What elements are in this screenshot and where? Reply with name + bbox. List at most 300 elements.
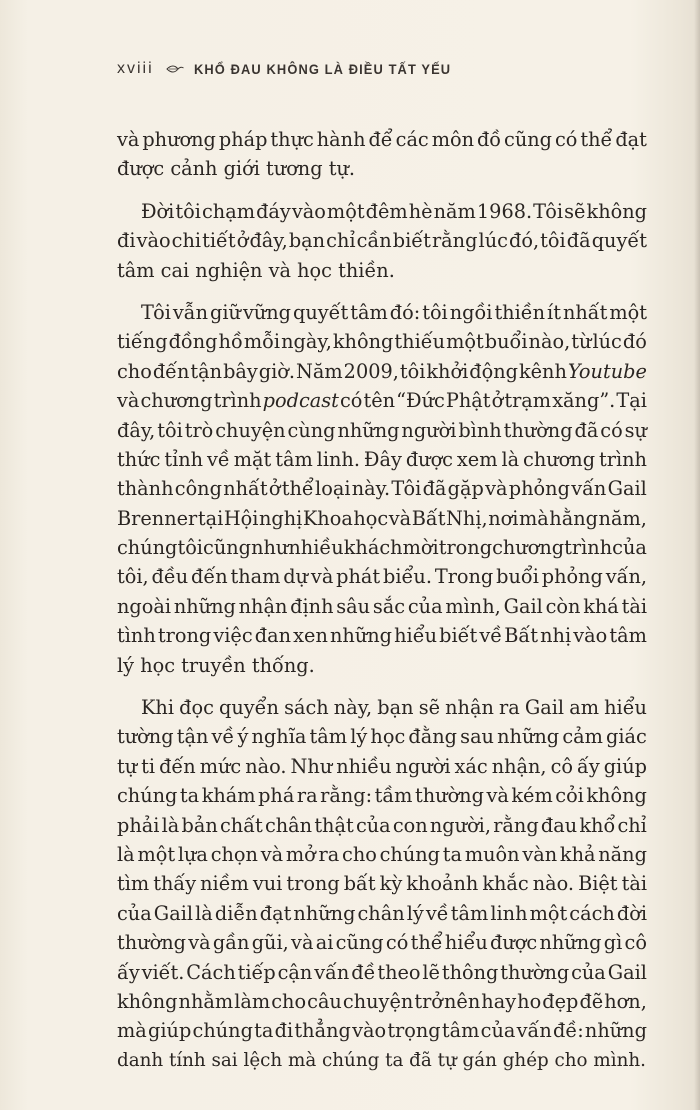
- word: danh: [117, 1049, 164, 1071]
- word: thấy: [153, 872, 197, 896]
- word: vấn: [516, 1019, 552, 1043]
- word: tương: [266, 157, 323, 181]
- word: ta: [179, 784, 200, 808]
- word: chương: [140, 389, 213, 413]
- word: những: [584, 1019, 647, 1043]
- word: tôi,: [117, 565, 149, 589]
- word: mời: [402, 536, 439, 560]
- word: đã: [574, 418, 599, 442]
- word: sai: [211, 1049, 238, 1071]
- word: một: [609, 300, 647, 324]
- word: nhị: [540, 624, 572, 648]
- word: rằng: [431, 229, 478, 253]
- word: xăng”.: [552, 389, 616, 413]
- word: biết: [392, 229, 431, 253]
- word: tên: [363, 389, 396, 413]
- word: cho: [271, 989, 307, 1013]
- word: được: [490, 931, 538, 955]
- word: trò: [184, 418, 214, 442]
- word: đằng: [408, 725, 458, 749]
- word: 2009,: [343, 359, 399, 383]
- word: lúc: [592, 330, 622, 354]
- word: quyết: [293, 300, 349, 324]
- word: học: [297, 258, 332, 282]
- word: Trong: [434, 565, 494, 589]
- word: giờ.: [258, 359, 296, 383]
- word: ấy: [577, 754, 600, 778]
- word: đã: [566, 229, 591, 253]
- word: mặt: [233, 447, 272, 471]
- word: đó:: [389, 300, 421, 324]
- word: Năm: [296, 359, 343, 383]
- word: lý: [350, 725, 368, 749]
- running-head: [117, 60, 473, 78]
- word: đồ: [476, 128, 502, 151]
- word: trong: [438, 536, 493, 560]
- word: cai: [160, 258, 190, 282]
- word: đêm: [365, 199, 408, 223]
- word: ngoài: [117, 594, 172, 618]
- text-line: [117, 327, 647, 356]
- word: tại: [197, 506, 224, 530]
- word: hiểu: [604, 696, 647, 720]
- word: vững: [242, 300, 292, 324]
- word: tìm: [117, 872, 150, 896]
- word: 1968.: [476, 199, 533, 223]
- paragraph: [117, 125, 647, 184]
- paragraph-gap: [117, 680, 647, 693]
- word: tự: [117, 754, 138, 778]
- word: xen: [293, 624, 328, 648]
- word: ta: [442, 842, 463, 866]
- word: tâm: [350, 300, 388, 324]
- word: Biệt: [578, 872, 618, 896]
- word: Gail: [503, 594, 543, 618]
- word: chọn: [210, 842, 258, 866]
- word: trong: [157, 624, 212, 648]
- word: không: [586, 784, 647, 808]
- word: của: [407, 594, 443, 618]
- word: còn: [545, 594, 581, 618]
- word: xem: [456, 447, 498, 471]
- word: tỉnh: [164, 447, 204, 471]
- word: là: [501, 447, 520, 471]
- word: tài: [621, 594, 647, 618]
- word: tự: [437, 1049, 457, 1071]
- word: học: [370, 725, 406, 749]
- word: ít: [547, 300, 561, 324]
- word: thường: [414, 784, 484, 808]
- word: Bất: [504, 624, 538, 648]
- word: thức: [117, 447, 161, 471]
- word: và: [260, 842, 284, 866]
- word: khởi: [426, 359, 469, 383]
- word: con: [392, 813, 428, 837]
- word: chạm: [202, 199, 255, 223]
- word: phương: [142, 128, 216, 151]
- word: gặp: [447, 477, 484, 501]
- word: về: [479, 624, 503, 648]
- word: là: [161, 813, 180, 837]
- word: đẽ: [579, 989, 604, 1013]
- word: theo: [377, 960, 421, 984]
- word: khá: [583, 594, 619, 618]
- word: pháp: [218, 128, 268, 151]
- word: hay: [481, 989, 517, 1013]
- word: cũng: [335, 931, 384, 955]
- word: năm,: [598, 506, 647, 530]
- word: khả: [559, 842, 596, 866]
- text-line: [117, 1016, 647, 1045]
- word: những: [293, 901, 356, 925]
- word: ra: [499, 696, 520, 720]
- text-line: [117, 840, 647, 869]
- text-line: [117, 928, 647, 957]
- word: biết: [439, 624, 478, 648]
- word: nơi: [488, 506, 519, 530]
- word: truyền: [181, 653, 246, 677]
- word: là: [195, 901, 213, 925]
- word: hồ: [218, 330, 243, 354]
- word: tâm: [441, 1019, 480, 1043]
- word: thể: [281, 477, 314, 501]
- text-line: [117, 869, 647, 898]
- word: thật: [314, 813, 354, 837]
- word: Tôi: [141, 300, 171, 324]
- word: đây,: [117, 418, 156, 442]
- word: và: [310, 565, 334, 589]
- word: phá: [258, 784, 295, 808]
- word: Gail: [607, 477, 647, 501]
- word: đạt: [615, 128, 647, 151]
- word: người: [395, 754, 451, 778]
- word: giúp: [148, 1019, 192, 1043]
- word: gần: [212, 931, 250, 955]
- word: không: [117, 989, 178, 1013]
- word: đến: [152, 359, 190, 383]
- word: nhận: [445, 696, 494, 720]
- word: tham: [230, 565, 281, 589]
- word: tôi: [540, 229, 566, 253]
- word: về: [425, 901, 449, 925]
- word: thực: [270, 128, 314, 151]
- word: bạn: [377, 696, 414, 720]
- word: của: [612, 536, 647, 560]
- word: nhận: [238, 594, 288, 618]
- word: diễn: [214, 901, 258, 925]
- word: tôi: [422, 300, 448, 324]
- word: Tôi: [533, 199, 564, 223]
- text-line: [117, 416, 647, 445]
- word: những: [337, 418, 400, 442]
- word: đan: [254, 624, 292, 648]
- word: chúng: [117, 536, 178, 560]
- word: lẽ: [422, 960, 440, 984]
- text-line: [117, 504, 647, 533]
- word: những: [329, 624, 392, 648]
- word: mà: [518, 506, 549, 530]
- word: Đời: [141, 199, 175, 223]
- word: cận: [277, 960, 313, 984]
- paragraph: [117, 693, 647, 1075]
- word: mà: [287, 1049, 317, 1071]
- page-number: xviii: [117, 60, 154, 77]
- word: chúng: [379, 842, 441, 866]
- word: phỏng: [508, 477, 570, 501]
- word: chỉ: [617, 813, 647, 837]
- word: từ: [571, 330, 592, 354]
- word: ở: [236, 229, 249, 253]
- word: câu: [307, 989, 342, 1013]
- word: khoảnh: [406, 872, 479, 896]
- word: quyết: [591, 229, 647, 253]
- word: của: [571, 960, 606, 984]
- text-line: [117, 693, 647, 722]
- word: muôn: [464, 842, 520, 866]
- text-line: [117, 562, 647, 591]
- word: cũng: [203, 536, 252, 560]
- word: đã: [409, 1049, 432, 1071]
- word: thiếu: [394, 330, 446, 354]
- text-line: [117, 651, 647, 680]
- word: và: [291, 931, 314, 955]
- word: giúp: [603, 754, 647, 778]
- word: cùng: [287, 418, 336, 442]
- body-text: [117, 125, 647, 1075]
- paragraph-gap: [117, 285, 647, 298]
- word: nhất: [223, 477, 268, 501]
- word: Như: [290, 754, 333, 778]
- word: chất: [219, 813, 263, 837]
- word: chúng: [192, 1019, 253, 1043]
- word: chúng: [117, 784, 178, 808]
- word: là: [117, 842, 135, 866]
- word: cô: [550, 754, 573, 778]
- word: ấy: [117, 960, 140, 984]
- word: mình.: [593, 1049, 646, 1071]
- word: sau: [460, 725, 494, 749]
- word: bất: [343, 872, 376, 896]
- word: chương: [492, 536, 565, 560]
- text-line: [117, 125, 647, 154]
- word: đẹp: [542, 989, 579, 1013]
- word: kênh: [518, 359, 567, 383]
- word: Đây: [363, 447, 402, 471]
- text-line: [117, 386, 647, 415]
- word: việc: [213, 624, 253, 648]
- word: mở: [285, 842, 316, 866]
- word: tính: [168, 1049, 206, 1071]
- word: một: [326, 199, 365, 223]
- word: định: [290, 594, 334, 618]
- word: lúc: [478, 229, 508, 253]
- word: đến: [159, 754, 196, 778]
- word: tôi: [399, 359, 426, 383]
- paragraph: [117, 197, 647, 285]
- word: nhiều: [336, 754, 392, 778]
- word: ngồi: [449, 300, 493, 324]
- word: mức: [199, 754, 242, 778]
- word: không: [332, 330, 394, 354]
- word: ý: [237, 725, 249, 749]
- word: trọng: [387, 1019, 441, 1043]
- word: môn: [431, 128, 474, 151]
- word: có: [339, 389, 363, 413]
- word: Hội: [223, 506, 259, 530]
- word: công: [174, 477, 222, 501]
- word: về: [207, 447, 230, 471]
- word: Brenner: [117, 506, 198, 530]
- word: có: [600, 418, 623, 442]
- word: tiếng: [117, 330, 168, 354]
- word: giới: [223, 157, 260, 181]
- word: ra: [296, 784, 318, 808]
- word: kém: [511, 784, 553, 808]
- word: thiền: [494, 300, 546, 324]
- word: những: [497, 725, 560, 749]
- word: đồng: [168, 330, 218, 354]
- text-line: [117, 197, 647, 226]
- word: cảnh: [170, 157, 218, 181]
- word: bây: [223, 359, 258, 383]
- word: tầm: [374, 784, 413, 808]
- word: đã: [422, 477, 447, 501]
- word: được: [405, 447, 453, 471]
- word: linh: [490, 901, 528, 925]
- word: động: [469, 359, 518, 383]
- word: Bất: [411, 506, 446, 530]
- word: bản: [181, 813, 218, 837]
- word: trở: [414, 989, 443, 1013]
- word: năng: [598, 842, 647, 866]
- word: chi: [171, 229, 202, 253]
- word: các: [395, 128, 429, 151]
- word: Khoa: [302, 506, 353, 530]
- word: một: [529, 901, 568, 925]
- word: khách: [343, 536, 403, 560]
- word: đọc: [179, 696, 214, 720]
- word: mỗi: [243, 330, 281, 354]
- word: thông: [441, 960, 499, 984]
- word: tường: [117, 725, 174, 749]
- word: vào: [573, 624, 608, 648]
- text-line: [117, 781, 647, 810]
- word: trình: [599, 447, 647, 471]
- word: thường: [117, 931, 186, 955]
- word: giác: [606, 725, 647, 749]
- text-line: [117, 256, 647, 285]
- word: bình: [458, 418, 502, 442]
- word: biểu.: [383, 565, 432, 589]
- word: tâm: [450, 901, 489, 925]
- word: nhiều: [288, 536, 344, 560]
- word: loại: [315, 477, 351, 501]
- word: và: [117, 389, 140, 413]
- word: sẽ: [564, 199, 586, 223]
- word: này,: [333, 696, 373, 720]
- word: khám: [201, 784, 256, 808]
- text-line: [117, 533, 647, 562]
- text-line: [117, 298, 647, 327]
- word: vấn: [571, 477, 607, 501]
- running-head-title: KHỔ ĐAU KHÔNG LÀ ĐIỀU TẤT YẾU: [193, 61, 451, 77]
- word: nên: [443, 989, 481, 1013]
- word: đau: [540, 813, 578, 837]
- text-line: [117, 987, 647, 1016]
- word: không: [586, 199, 647, 223]
- word: và: [388, 506, 412, 530]
- word: rằng: [493, 813, 539, 837]
- word: giữ: [210, 300, 241, 324]
- word: ti: [141, 754, 156, 778]
- word: những: [539, 931, 602, 955]
- word: tiết: [202, 229, 236, 253]
- word: đến: [191, 565, 228, 589]
- word: Khi: [141, 696, 174, 720]
- word: lý: [406, 901, 424, 925]
- word: buổi: [496, 565, 539, 589]
- text-line: [117, 899, 647, 928]
- word: cho: [554, 1049, 588, 1071]
- word: những: [173, 594, 236, 618]
- word: lựa: [177, 842, 208, 866]
- word: Gail: [607, 960, 647, 984]
- word: trạm: [504, 389, 552, 413]
- word: viết.: [141, 960, 185, 984]
- word: tâm: [609, 624, 647, 648]
- text-line: [117, 811, 647, 840]
- word: phải: [117, 813, 160, 837]
- word: tâm: [309, 725, 348, 749]
- word: tôi: [157, 418, 183, 442]
- word: cô: [624, 931, 647, 955]
- word: đáy: [256, 199, 291, 223]
- paragraph-gap: [117, 184, 647, 197]
- word: rằng:: [320, 784, 373, 808]
- word: vào: [291, 199, 326, 223]
- word: cho: [117, 359, 152, 383]
- word: sâu: [336, 594, 371, 618]
- word: hằng: [549, 506, 598, 530]
- word: sự: [624, 418, 647, 442]
- word: một: [446, 330, 484, 354]
- word: chân: [264, 813, 313, 837]
- word: thẳng: [294, 1019, 351, 1043]
- word: của: [480, 1019, 516, 1043]
- word: có: [554, 128, 578, 151]
- word: cảm: [562, 725, 603, 749]
- word: về: [211, 725, 235, 749]
- word: đi: [274, 1019, 294, 1043]
- word: thường: [503, 418, 573, 442]
- text-line: [117, 621, 647, 650]
- word: cỏi: [555, 784, 584, 808]
- word: được: [117, 157, 165, 181]
- word: cách: [569, 901, 615, 925]
- word: dự: [283, 565, 309, 589]
- text-line: [117, 154, 647, 183]
- word: chương: [523, 447, 596, 471]
- word: và: [188, 931, 211, 955]
- text-line: [117, 226, 647, 255]
- word: tôi: [175, 199, 201, 223]
- word: phỏng: [541, 565, 603, 589]
- word: học: [140, 653, 176, 677]
- word: người: [401, 418, 457, 442]
- word: và: [485, 477, 508, 501]
- word: tâm: [117, 258, 155, 282]
- word: tài: [621, 872, 647, 896]
